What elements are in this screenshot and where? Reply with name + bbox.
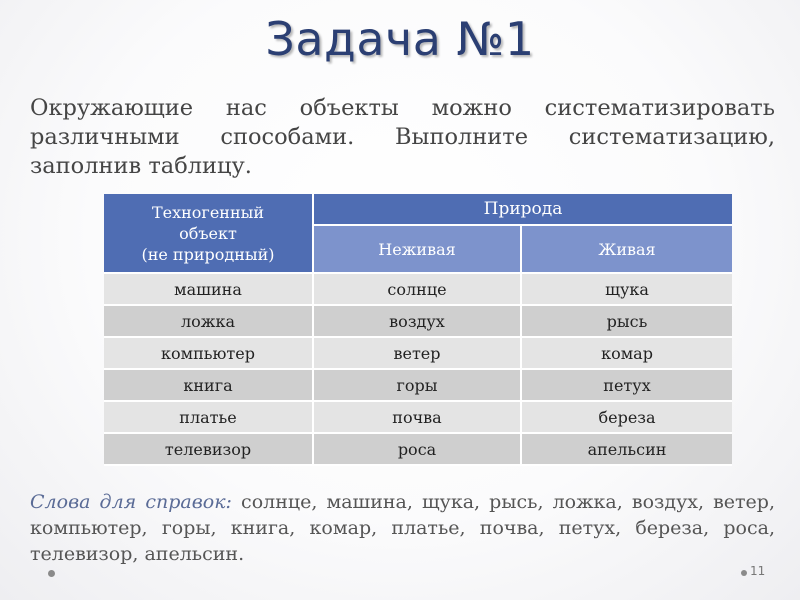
header-living: Живая [522,226,732,274]
header-technogenic-line2: объект [179,223,237,243]
cell-technogenic: телевизор [104,434,314,466]
slide-title: Задача №1 [265,12,535,66]
table-row [104,306,732,338]
classification-table [104,194,732,466]
cell-living: апельсин [522,434,732,466]
table-row [104,402,732,434]
cell-living: петух [522,370,732,402]
header-technogenic-line3: (не природный) [141,244,275,264]
cell-technogenic: машина [104,274,314,306]
table-row [104,370,732,402]
cell-technogenic: платье [104,402,314,434]
cell-living: комар [522,338,732,370]
bullet-dot-right [741,570,747,576]
cell-living: щука [522,274,732,306]
cell-living: рысь [522,306,732,338]
table-row [104,338,732,370]
cell-living: береза [522,402,732,434]
cell-nonliving: роса [314,434,522,466]
header-technogenic [104,194,314,274]
bullet-dot-left [48,570,55,577]
cell-technogenic: компьютер [104,338,314,370]
reference-words-list: солнце, машина, щука, рысь, ложка, воздух, ветер, компьютер, горы, книга, комар, платье, почва, петух, береза, роса, телевизор, апельсин. [30,491,775,565]
cell-nonliving: солнце [314,274,522,306]
cell-nonliving: воздух [314,306,522,338]
reference-words [30,489,775,567]
cell-nonliving: почва [314,402,522,434]
cell-technogenic: ложка [104,306,314,338]
reference-words-label: Слова для справок: [30,491,232,513]
table-row [104,434,732,466]
page-number: 11 [750,564,766,578]
header-technogenic-line1: Техногенный [151,202,265,222]
header-nature: Природа [314,194,732,226]
table-row [104,274,732,306]
cell-nonliving: горы [314,370,522,402]
cell-nonliving: ветер [314,338,522,370]
cell-technogenic: книга [104,370,314,402]
header-nonliving: Неживая [314,226,522,274]
task-description: Окружающие нас объекты можно систематизировать различными способами. Выполните систематизацию, заполнив таблицу. [30,95,775,179]
